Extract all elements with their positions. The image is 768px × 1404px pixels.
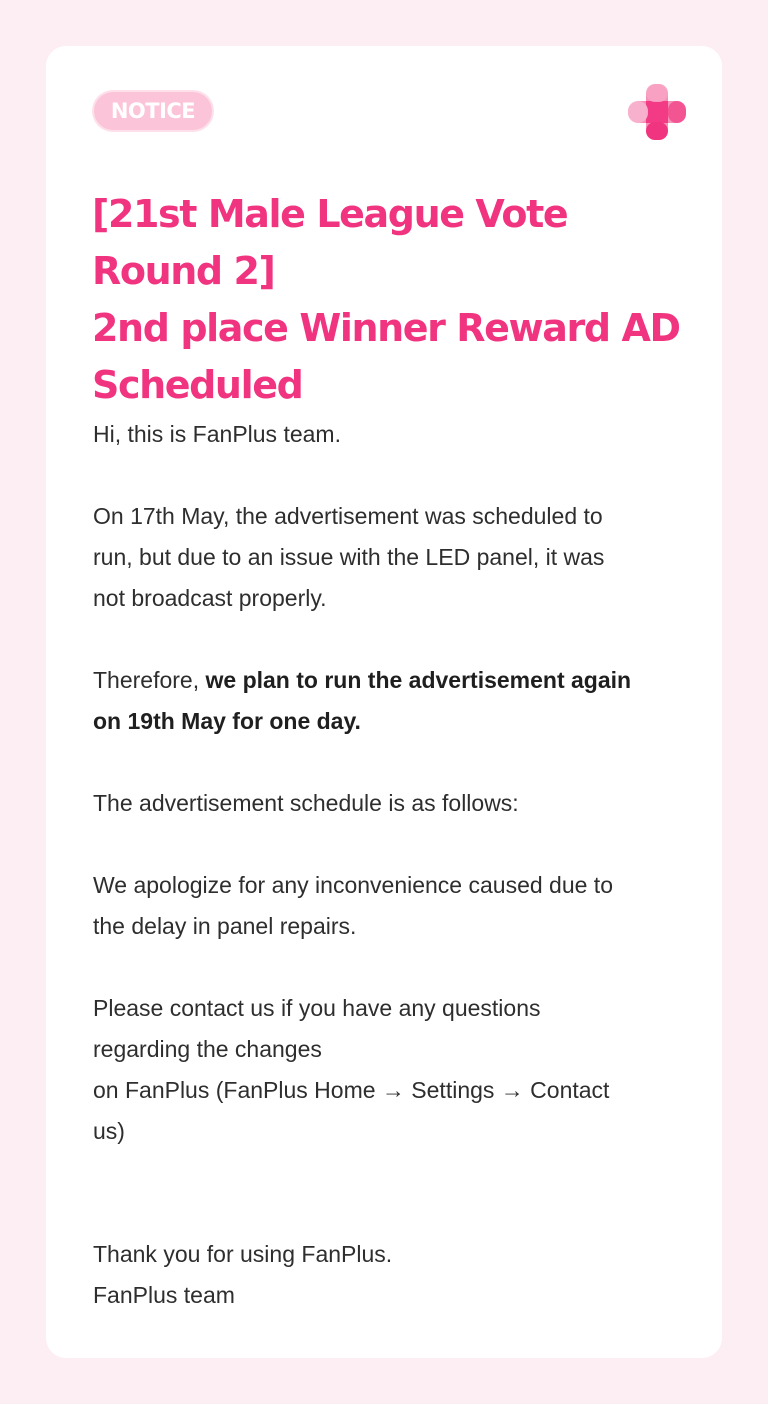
thanks-text: Thank you for using FanPlus. (93, 1241, 393, 1267)
body-line: On 17th May, the advertisement was scheduled to (93, 503, 603, 529)
notice-card (46, 46, 722, 1358)
body-line: Please contact us if you have any questions (93, 995, 541, 1021)
notice-badge: NOTICE (94, 92, 212, 130)
body-line: us) (93, 1118, 125, 1144)
fanplus-plus-logo-icon (626, 82, 688, 142)
body-line: on FanPlus (FanPlus Home → Settings → Contact (93, 1077, 610, 1103)
title-line: [21st Male League Vote Round 2] (92, 192, 568, 293)
body-line: not broadcast properly. (93, 585, 327, 611)
body-line: run, but due to an issue with the LED panel, it was (93, 544, 605, 570)
notice-body (93, 414, 693, 1316)
signature-text: FanPlus team (93, 1282, 235, 1308)
reschedule-paragraph (93, 660, 693, 742)
notice-title (92, 186, 692, 414)
title-line: Scheduled (92, 363, 303, 407)
closing-paragraph (93, 1234, 693, 1316)
body-line: Therefore, (93, 667, 206, 693)
schedule-intro-text: The advertisement schedule is as follows: (93, 790, 519, 816)
apology-paragraph (93, 865, 693, 947)
reschedule-highlight: we plan to run the advertisement again (205, 667, 632, 693)
contact-paragraph (93, 988, 693, 1152)
issue-paragraph (93, 496, 693, 619)
body-line: We apologize for any inconvenience caused due to (93, 872, 613, 898)
reschedule-highlight: on 19th May for one day. (93, 708, 361, 734)
title-line: 2nd place Winner Reward AD (92, 306, 680, 350)
greeting-text: Hi, this is FanPlus team. (93, 421, 341, 447)
body-line: regarding the changes (93, 1036, 322, 1062)
body-line: the delay in panel repairs. (93, 913, 357, 939)
